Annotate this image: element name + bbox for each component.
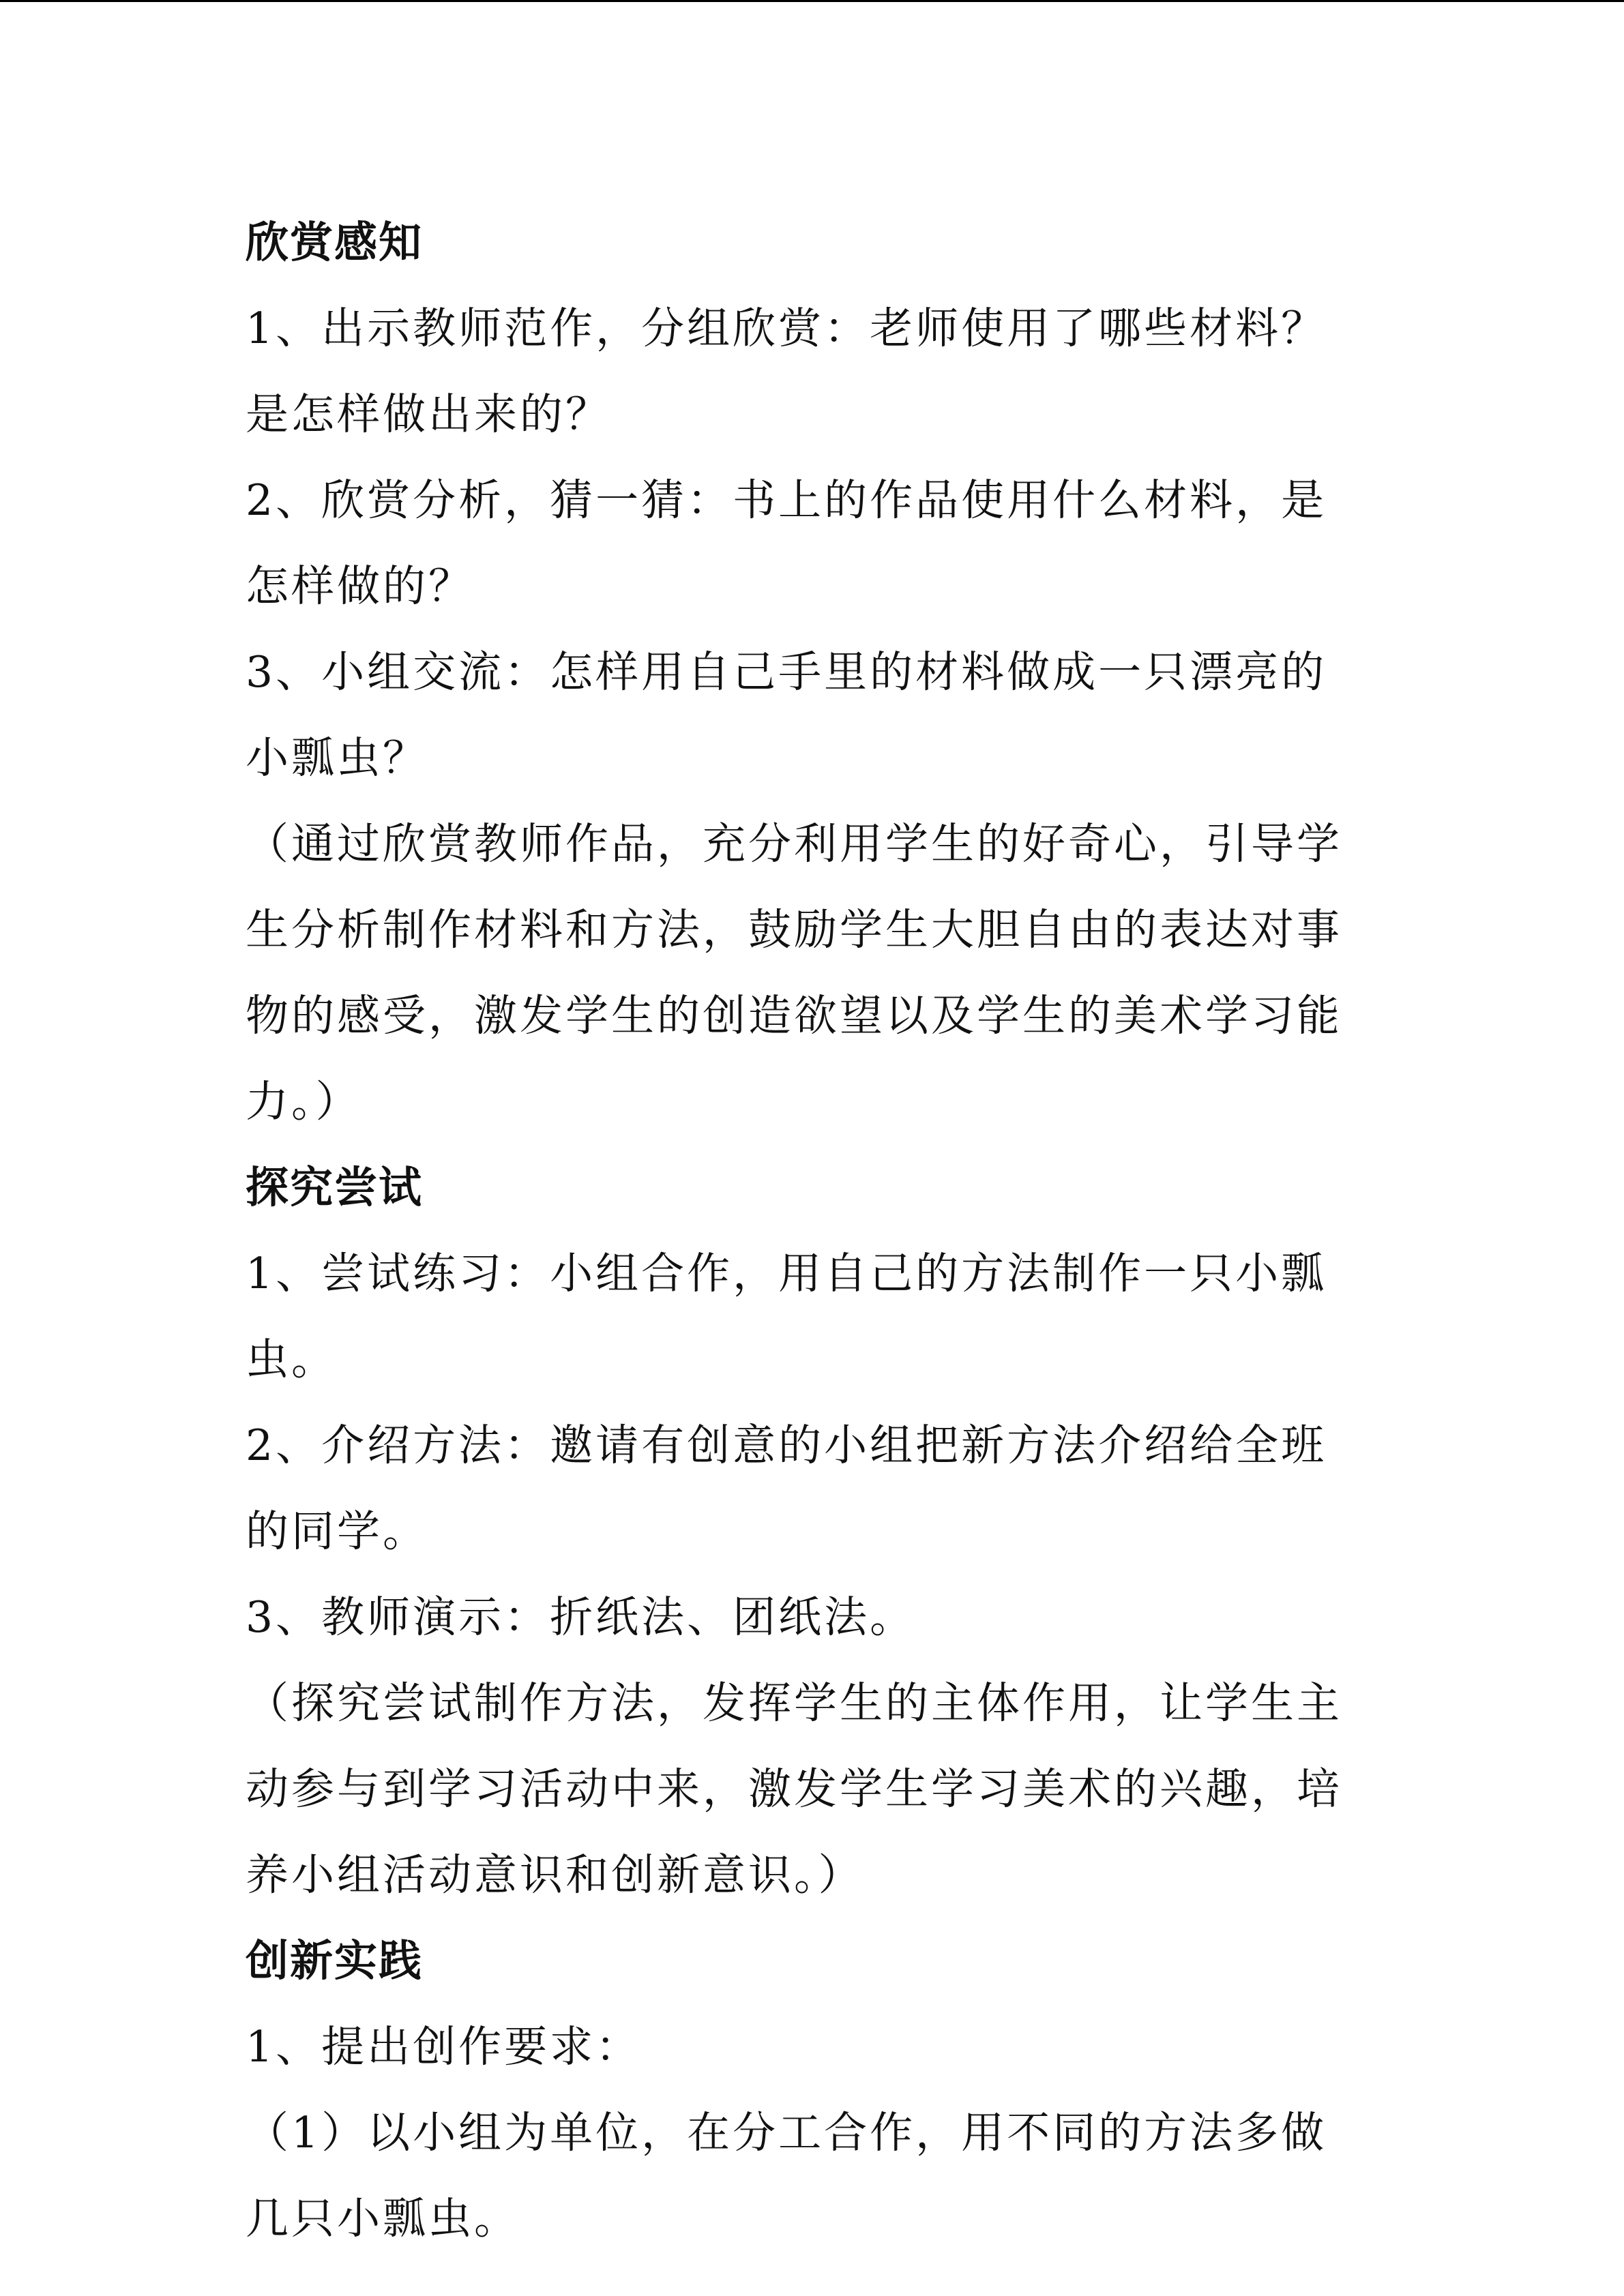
paragraph: 2、介绍方法：邀请有创意的小组把新方法介绍给全班的同学。	[246, 1420, 1327, 1556]
section-innovation	[246, 1918, 1364, 2262]
document-page	[246, 200, 1364, 2262]
paragraph: 1、出示教师范作，分组欣赏：老师使用了哪些材料？是怎样做出来的？	[246, 303, 1327, 439]
paragraph-note: （探究尝试制作方法，发挥学生的主体作用，让学生主动参与到学习活动中来，激发学生学习美术的兴趣，培养小组活动意识和创新意识。）	[246, 1678, 1342, 1900]
section-appreciation	[246, 200, 1364, 1145]
paragraph: 3、教师演示：折纸法、团纸法。	[246, 1592, 916, 1642]
section-heading: 创新实践	[246, 1936, 423, 1986]
section-heading: 探究尝试	[246, 1163, 423, 1212]
paragraph: 1、提出创作要求：	[246, 2022, 642, 2072]
section-exploration	[246, 1145, 1364, 1918]
paragraph-note: （1）以小组为单位，在分工合作，用不同的方法多做几只小瓢虫。	[246, 2108, 1327, 2243]
section-heading: 欣赏感知	[246, 218, 423, 267]
paragraph: 1、尝试练习：小组合作，用自己的方法制作一只小瓢虫。	[246, 1249, 1327, 1384]
paragraph: 3、小组交流：怎样用自己手里的材料做成一只漂亮的小瓢虫？	[246, 647, 1327, 783]
paragraph-note: （通过欣赏教师作品，充分利用学生的好奇心，引导学生分析制作材料和方法，鼓励学生大胆自由的表达对事物的感受，激发学生的创造欲望以及学生的美术学习能力。）	[246, 819, 1342, 1127]
paragraph: 2、欣赏分析，猜一猜：书上的作品使用什么材料，是怎样做的？	[246, 475, 1327, 611]
